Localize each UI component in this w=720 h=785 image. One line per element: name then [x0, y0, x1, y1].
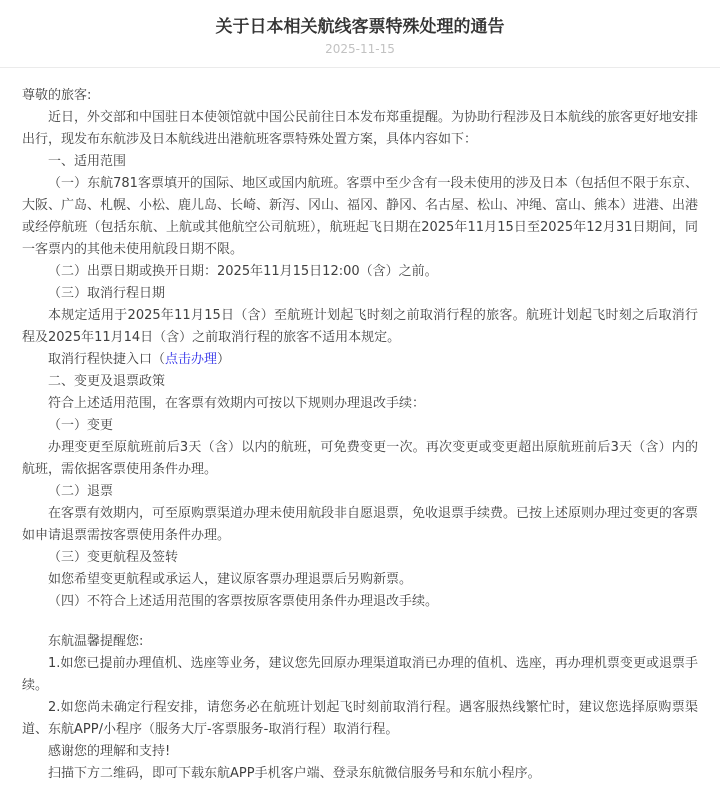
- clause-2-1-body: 办理变更至原航班前后3天（含）以内的航班，可免费变更一次。再次变更或变更超出原航班前后3天（含）内的航班，需依据客票使用条件办理。: [22, 440, 698, 477]
- reminder-item-1: 1.如您已提前办理值机、选座等业务，建议您先回原办理渠道取消已办理的值机、选座，再办理机票变更或退票手续。: [22, 656, 698, 693]
- reminder-item-2: 2.如您尚未确定行程安排，请您务必在航班计划起飞时刻前取消行程。遇客服热线繁忙时，建议您选择原购票渠道、东航APP/小程序（服务大厅-客票服务-取消行程）取消行程。: [22, 700, 698, 737]
- section-1-heading: 一、适用范围: [48, 154, 127, 169]
- thanks-line: 感谢您的理解和支持!: [48, 744, 171, 759]
- notice-body: [0, 68, 720, 785]
- page-title: 关于日本相关航线客票特殊处理的通告: [215, 17, 505, 37]
- section-spacer: [22, 613, 698, 631]
- clause-1-3-body: 本规定适用于2025年11月15日（含）至航班计划起飞时刻之前取消行程的旅客。航班计划起飞时刻之后取消行程及2025年11月14日（含）之前取消行程的旅客不适用本规定。: [22, 308, 698, 345]
- clause-2-2-heading: （二）退票: [48, 484, 114, 499]
- publish-date: 2025-11-15: [325, 42, 395, 56]
- intro-paragraph: 近日，外交部和中国驻日本使领馆就中国公民前往日本发布郑重提醒。为协助行程涉及日本航线的旅客更好地安排出行，现发布东航涉及日本航线进出港航班客票特殊处置方案，具体内容如下：: [22, 110, 699, 147]
- clause-1-3-heading: （三）取消行程日期: [48, 286, 166, 301]
- notice-header: [0, 0, 720, 56]
- clause-1-2: （二）出票日期或换开日期：2025年11月15日12:00（含）之前。: [48, 264, 438, 279]
- section-2-intro: 符合上述适用范围，在客票有效期内可按以下规则办理退改手续：: [48, 396, 426, 411]
- section-2-heading: 二、变更及退票政策: [48, 374, 166, 389]
- salutation: 尊敬的旅客:: [22, 88, 92, 103]
- clause-2-1-heading: （一）变更: [48, 418, 114, 433]
- clause-2-2-body: 在客票有效期内，可至原购票渠道办理未使用航段非自愿退票，免收退票手续费。已按上述原则办理过变更的客票如申请退票需按客票使用条件办理。: [22, 506, 699, 543]
- quick-entry-suffix: ）: [217, 352, 231, 367]
- reminder-heading: 东航温馨提醒您:: [48, 634, 144, 649]
- cancel-trip-link[interactable]: 点击办理: [165, 352, 218, 367]
- clause-1-1: （一）东航781客票填开的国际、地区或国内航班。客票中至少含有一段未使用的涉及日本（包括但不限于东京、大阪、广岛、札幌、小松、鹿儿岛、长崎、新泻、冈山、福冈、静冈、名古屋、松山、冲绳、富山、熊本）进港、出港或经停航班（包括东航、上航或其他航空公司航班），航班起飞日期在2025年11月15日至2025年12月31日期间，同一客票内的其他未使用航段日期不限。: [22, 176, 699, 257]
- clause-2-3-body: 如您希望变更航程或承运人，建议原客票办理退票后另购新票。: [48, 572, 413, 587]
- qr-hint-line: 扫描下方二维码，即可下载东航APP手机客户端、登录东航微信服务号和东航小程序。: [48, 766, 541, 781]
- quick-entry-line: [22, 349, 698, 371]
- clause-2-4: （四）不符合上述适用范围的客票按原客票使用条件办理退改手续。: [48, 594, 439, 609]
- clause-2-3-heading: （三）变更航程及签转: [48, 550, 179, 565]
- quick-entry-prefix: 取消行程快捷入口（: [48, 352, 166, 367]
